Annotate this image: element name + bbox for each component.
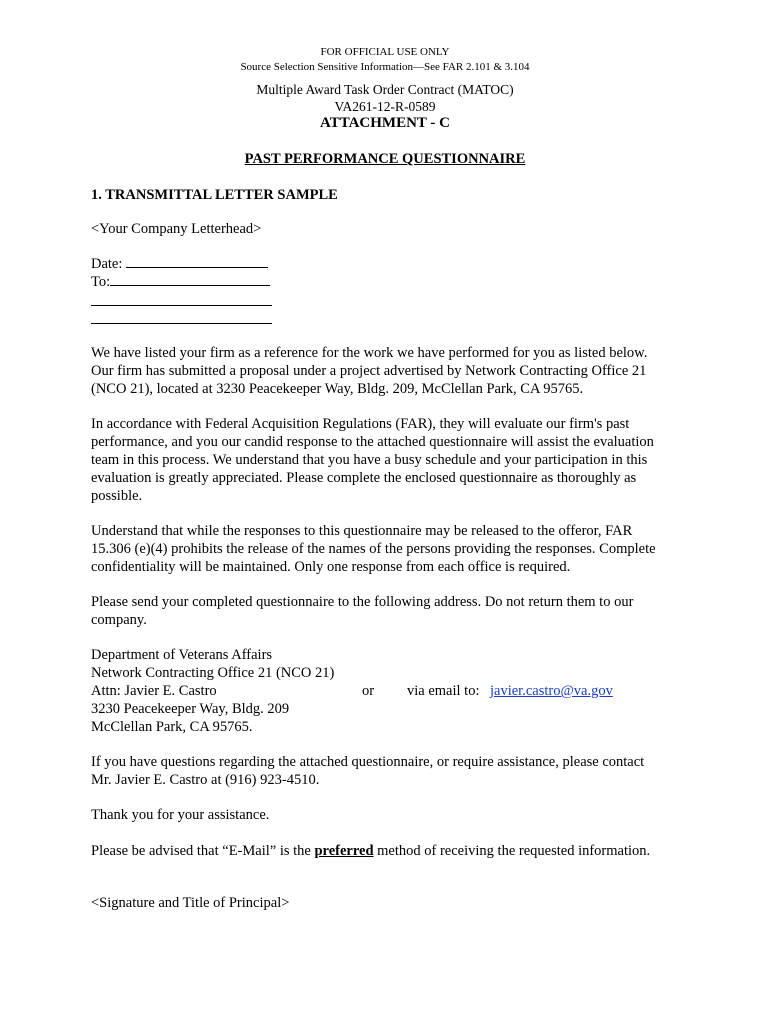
- letterhead-placeholder: <Your Company Letterhead>: [91, 221, 262, 237]
- para2-line: performance, and you our candid response to the attached questionnaire will assist the evaluation: [91, 434, 654, 450]
- address-office: Network Contracting Office 21 (NCO 21): [91, 665, 335, 681]
- address-street: 3230 Peacekeeper Way, Bldg. 209: [91, 701, 290, 717]
- para5-line: If you have questions regarding the attached questionnaire, or require assistance, please contact: [91, 754, 645, 770]
- address-city: McClellan Park, CA 95765.: [91, 719, 253, 735]
- address-attn: Attn: Javier E. Castro: [91, 683, 217, 699]
- para2-line: possible.: [91, 488, 143, 504]
- date-line: [91, 256, 268, 273]
- date-blank: [126, 266, 268, 268]
- questionnaire-title: PAST PERFORMANCE QUESTIONNAIRE: [244, 151, 526, 167]
- signature-placeholder: <Signature and Title of Principal>: [91, 895, 290, 911]
- para1-line: (NCO 21), located at 3230 Peacekeeper Way, Bldg. 209, McClellan Park, CA 95765.: [91, 381, 584, 397]
- section-heading: 1. TRANSMITTAL LETTER SAMPLE: [91, 187, 338, 203]
- para1-line: Our firm has submitted a proposal under a project advertised by Network Contracting Office 21: [91, 363, 647, 379]
- contract-number: VA261-12-R-0589: [334, 99, 436, 114]
- para1-line: We have listed your firm as a reference for the work we have performed for you as listed below.: [91, 345, 648, 361]
- contract-name: Multiple Award Task Order Contract (MATOC): [256, 82, 514, 97]
- advised-preferred: preferred: [314, 843, 374, 859]
- para3-line: 15.306 (e)(4) prohibits the release of the names of the persons providing the responses. Complete: [91, 541, 656, 557]
- address-blank-2: [91, 323, 272, 324]
- or-text: or: [362, 683, 375, 699]
- preferred-method-line: [91, 843, 650, 860]
- attachment-title: ATTACHMENT - C: [319, 115, 450, 131]
- thanks-text: Thank you for your assistance.: [91, 807, 270, 823]
- para5-line: Mr. Javier E. Castro at (916) 923-4510.: [91, 772, 320, 788]
- para2-line: evaluation is greatly appreciated. Please complete the enclosed questionnaire as thoroughly as: [91, 470, 637, 486]
- date-label: Date:: [91, 256, 123, 272]
- para4-line: Please send your completed questionnaire to the following address. Do not return them to our: [91, 594, 634, 610]
- advised-after: method of receiving the requested information.: [373, 843, 651, 859]
- to-label: To:: [91, 274, 111, 290]
- email-label: via email to:: [407, 683, 480, 699]
- address-dept: Department of Veterans Affairs: [91, 647, 273, 663]
- para3-line: confidentiality will be maintained. Only one response from each office is required.: [91, 559, 571, 575]
- to-blank: [110, 284, 270, 286]
- para2-line: team in this process. We understand that you have a busy schedule and your participation in this: [91, 452, 648, 468]
- to-line: [91, 274, 270, 291]
- para2-line: In accordance with Federal Acquisition Regulations (FAR), they will evaluate our firm's past: [91, 416, 630, 432]
- official-use-notice: FOR OFFICIAL USE ONLY: [320, 46, 450, 58]
- email-link[interactable]: javier.castro@va.gov: [490, 683, 613, 699]
- para3-line: Understand that while the responses to this questionnaire may be released to the offeror, FAR: [91, 523, 633, 539]
- address-blank-1: [91, 305, 272, 306]
- para4-line: company.: [91, 612, 147, 628]
- advised-before: Please be advised that “E-Mail” is the: [91, 843, 315, 859]
- source-selection-notice: Source Selection Sensitive Information—See FAR 2.101 & 3.104: [240, 61, 530, 73]
